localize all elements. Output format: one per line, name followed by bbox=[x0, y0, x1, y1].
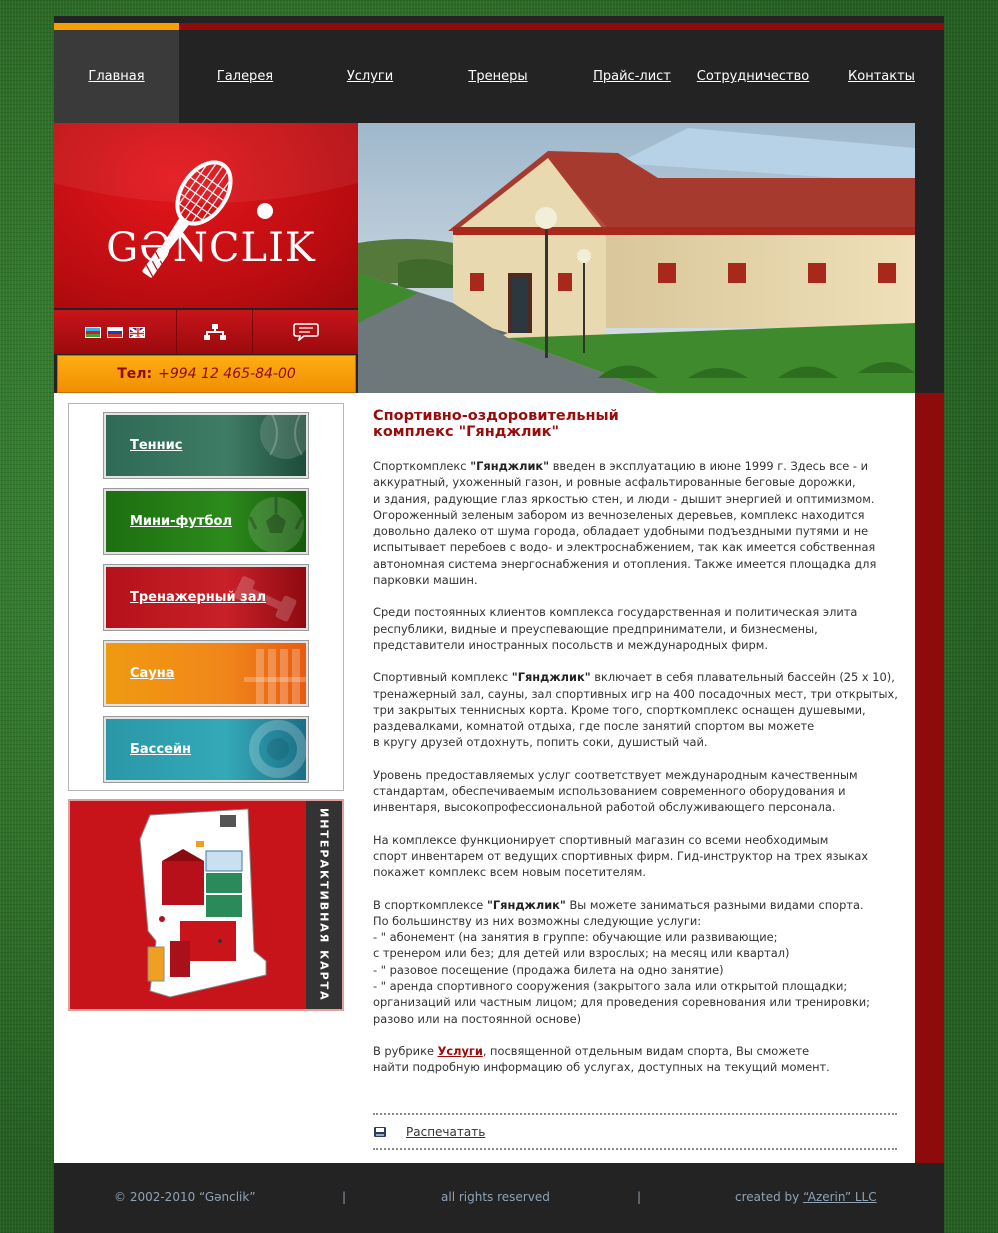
p6-text-post: Вы можете заниматься разными видами спорта. По большинству из них возможны следующие услуги: - " абонемент (на занятия в группе: обучающие или развивающие; с тренером или без; для детей или взрослых; на месяц или квартал) - " разовое посещение (продажа билета на одно занятие) - " аренда спортивного сооружения (закрытого зала или открытой площадки; организаций или частным лицом; для проведения соревнования или тренировки; разово или на постоянной основе) bbox=[373, 897, 870, 1026]
paragraph-3 bbox=[373, 669, 905, 750]
service-pool-button[interactable] bbox=[103, 716, 309, 783]
map-label-bar bbox=[306, 801, 342, 1009]
tennis-ball-icon bbox=[226, 415, 306, 476]
nav-item-home[interactable]: Главная bbox=[54, 30, 179, 123]
nav-top-stripe bbox=[54, 23, 944, 30]
flag-uk-icon[interactable] bbox=[129, 327, 145, 338]
footer-separator-1: | bbox=[342, 1190, 347, 1204]
service-minifootball-button[interactable] bbox=[103, 488, 309, 555]
phone-label: Тел: bbox=[117, 366, 153, 382]
p1-text-post: введен в эксплуатацию в июне 1999 г. Здесь все - и аккуратный, ухоженный газон, и ровные асфальтированные беговые дорожки, и здания, радующие глаз яркостью стен, и люди - дышит энергией и оптимизмом. Огороженный зеленым забором из вечнозеленых деревьев, комплекс находится довольно далеко от шума города, обладает удобными подъездными путями и не испытывает перебоев с водо- и электроснабжением, так как имеется собственная автономная система энергоснабжения и отопления. Также имеется площадка для парковки машин. bbox=[373, 459, 877, 588]
nav-item-trainers[interactable]: Тренеры bbox=[468, 69, 528, 84]
page-container bbox=[54, 16, 944, 1233]
service-tennis-button[interactable] bbox=[103, 412, 309, 479]
service-minifootball-label: Мини-футбол bbox=[130, 514, 232, 529]
footer-separator-2: | bbox=[637, 1190, 642, 1204]
page-title bbox=[373, 408, 905, 440]
nav-item-price-list[interactable]: Прайс-лист bbox=[593, 69, 671, 84]
p3-brand: "Гянджлик" bbox=[511, 670, 591, 685]
p3-text-post: включает в себя плавательный бассейн (25 x 10), тренажерный зал, сауны, зал спортивных игр на 400 посадочных мест, три открытых, три закрытых теннисных корта. Кроме того, спорткомплекс оснащен душевыми, раздевалками, комнатой отдыха, где после занятий спортом вы можете в кругу друзей отдохнуть, попить соки, душистый чай. bbox=[373, 670, 898, 750]
print-row bbox=[373, 1125, 485, 1139]
soccer-ball-icon bbox=[226, 491, 306, 552]
service-gym-label: Тренажерный зал bbox=[130, 590, 267, 605]
tennis-racket-icon bbox=[54, 123, 358, 308]
paragraph-4: Уровень предоставляемых услуг соответствует международным качественным стандартам, обеспечиваемым использованием современного оборудования и инвентаря, высокопрофессиональной работой обслуживающего персонала. bbox=[373, 767, 858, 815]
p1-text-pre: Спорткомплекс bbox=[373, 459, 471, 473]
lifebuoy-icon bbox=[226, 719, 306, 780]
footer-copyright: © 2002-2010 “Gənclik” bbox=[114, 1190, 256, 1204]
footer-credit-pre: created by bbox=[735, 1190, 804, 1204]
sauna-bench-icon bbox=[226, 643, 306, 704]
map-label: ИНТЕРАКТИВНАЯ КАРТА bbox=[317, 808, 331, 1002]
footer-credit bbox=[735, 1190, 877, 1204]
sitemap-icon bbox=[204, 324, 226, 340]
services-sidebar bbox=[68, 403, 344, 791]
phone-number: +994 12 465-84-00 bbox=[158, 366, 296, 382]
logo-text: GƏNCLIK bbox=[106, 225, 316, 271]
speech-bubble-icon bbox=[293, 323, 319, 341]
phone-bar bbox=[57, 355, 356, 393]
p6-brand: "Гянджлик" bbox=[486, 897, 566, 912]
services-link[interactable]: Услуги bbox=[437, 1043, 483, 1058]
right-accent-strip bbox=[915, 393, 944, 1163]
nav-item-cooperation[interactable]: Сотрудничество bbox=[696, 69, 810, 84]
service-tennis-label: Теннис bbox=[130, 438, 183, 453]
service-sauna-label: Сауна bbox=[130, 666, 175, 681]
paragraph-7 bbox=[373, 1043, 905, 1076]
divider-bottom bbox=[373, 1148, 897, 1150]
main-content-area bbox=[54, 393, 915, 1163]
p3-text-pre: Спортивный комплекс bbox=[373, 670, 512, 685]
p6-text-pre: В спорткомплексе bbox=[373, 897, 487, 912]
nav-item-contacts[interactable]: Контакты bbox=[848, 69, 915, 84]
language-switcher bbox=[54, 310, 176, 354]
sitemap-button[interactable] bbox=[176, 310, 252, 354]
page-title-line2: комплекс "Гянджлик" bbox=[373, 424, 560, 440]
nav-item-gallery[interactable]: Галерея bbox=[216, 69, 274, 84]
paragraph-2: Среди постоянных клиентов комплекса государственная и политическая элита республики, видные и преуспевающие предприниматели, и бизнесмены, представители иностранных посольств и международных фирм. bbox=[373, 605, 858, 652]
site-map-illustration bbox=[70, 801, 306, 1009]
logo-panel[interactable] bbox=[54, 123, 358, 308]
nav-item-services[interactable]: Услуги bbox=[346, 69, 394, 84]
service-sauna-button[interactable] bbox=[103, 640, 309, 707]
p7-text-pre: В рубрике bbox=[373, 1043, 438, 1058]
paragraph-6 bbox=[373, 897, 905, 1027]
interactive-map-banner[interactable] bbox=[68, 799, 344, 1011]
printer-icon[interactable] bbox=[373, 1126, 387, 1138]
footer-credit-link[interactable]: “Azerin” LLC bbox=[803, 1190, 877, 1204]
nav-active-stripe bbox=[54, 23, 179, 30]
footer-rights: all rights reserved bbox=[441, 1190, 550, 1204]
article bbox=[373, 408, 905, 1139]
main-nav bbox=[54, 30, 944, 123]
page-title-line1: Спортивно-оздоровительный bbox=[373, 408, 619, 424]
feedback-button[interactable] bbox=[252, 310, 358, 354]
paragraph-5: На комплексе функционирует спортивный магазин со всеми необходимым спорт инвентарем от ведущих спортивных фирм. Гид-инструктор на трех языках покажет комплекс всем новым посетителям. bbox=[373, 832, 869, 880]
divider-top bbox=[373, 1113, 897, 1115]
p1-brand: "Гянджлик" bbox=[470, 459, 550, 473]
utility-bar bbox=[54, 310, 358, 354]
service-gym-button[interactable] bbox=[103, 564, 309, 631]
service-pool-label: Бассейн bbox=[130, 742, 192, 757]
p7-text-post: , посвященной отдельным видам спорта, Вы сможете найти подробную информацию об услугах, доступных на текущий момент. bbox=[373, 1043, 830, 1075]
footer bbox=[54, 1163, 944, 1233]
header-photo bbox=[358, 123, 915, 393]
flag-ru-icon[interactable] bbox=[107, 327, 123, 338]
paragraph-1 bbox=[373, 458, 905, 588]
flag-az-icon[interactable] bbox=[85, 327, 101, 338]
print-link[interactable]: Распечатать bbox=[406, 1125, 486, 1139]
